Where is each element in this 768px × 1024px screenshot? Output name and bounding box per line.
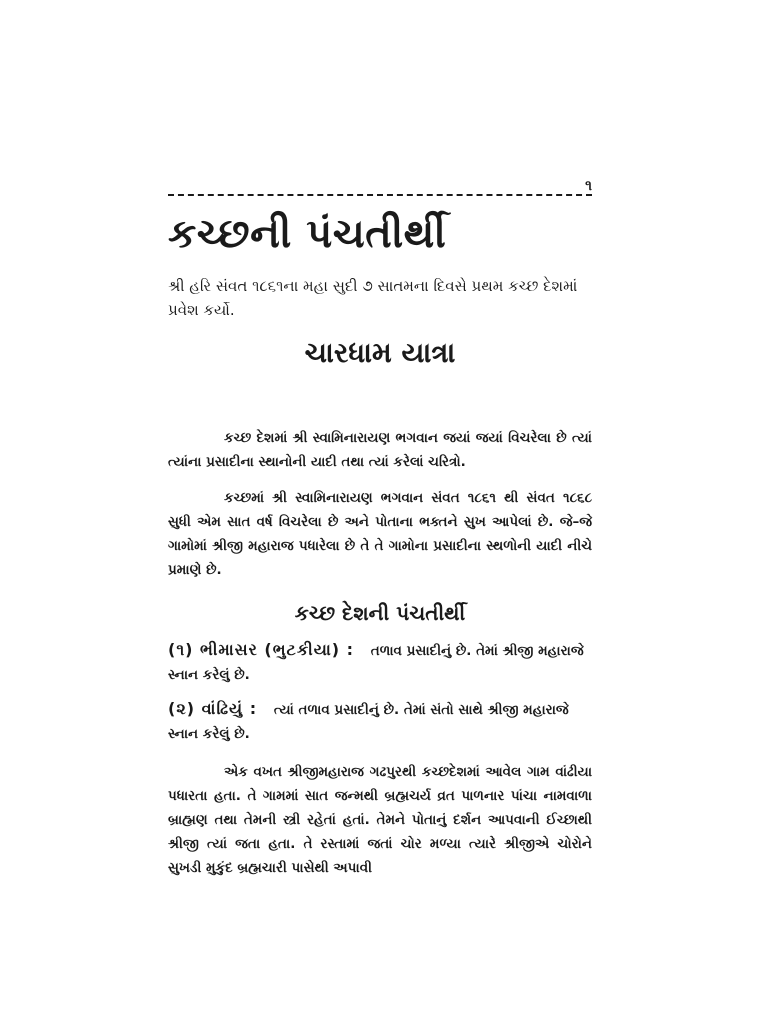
document-page	[168, 180, 592, 880]
paragraph-2: કચ્છમાં શ્રી સ્વામિનારાયણ ભગવાન સંવત ૧૮૬૧ થી સંવત ૧૮૬૮ સુધી એમ સાત વર્ષ વિચરેલા છે અને પોતાના ભક્તને સુખ આપેલાં છે. જે–જે ગામોમાં શ્રીજી મહારાજ પધારેલા છે તે તે ગામોના પ્રસાદીના સ્થળોની યાદી નીચે પ્રમાણે છે.	[168, 490, 592, 578]
item-text: તળાવ પ્રસાદીનું છે. તેમાં શ્રીજી મહારાજે સ્નાન કરેલું છે.	[168, 643, 584, 683]
header-rule	[168, 180, 592, 206]
section-title: કચ્છ દેશની પંચતીર્થી	[294, 601, 466, 625]
subtitle: ચારધામ યાત્રા	[304, 336, 456, 369]
item-text: ત્યાં તળાવ પ્રસાદીનું છે. તેમાં સંતો સાથે શ્રીજી મહારાજે સ્નાન કરેલું છે.	[168, 702, 569, 742]
page-title: કચ્છની પંચતીર્થી	[168, 211, 447, 257]
list-item-1	[168, 638, 592, 687]
page-number: ૧	[581, 178, 592, 194]
list-item-2	[168, 697, 592, 746]
story-paragraph: એક વખત શ્રીજીમહારાજ ગઢપુરથી કચ્છદેશમાં આવેલ ગામ વાંઢીયા પધારતા હતા. તે ગામમાં સાત જન્મથી બ્રહ્મચર્ય વ્રત પાળનાર પાંચા નામવાળા બ્રાહ્મણ તથા તેમની સ્ત્રી રહેતાં હતાં. તેમને પોતાનું દર્શન આપવાની ઈચ્છાથી શ્રીજી ત્યાં જતા હતા. તે રસ્તામાં જતાં ચોર મળ્યા ત્યારે શ્રીજીએ ચોરોને સુખડી મુકુંદ બ્રહ્મચારી પાસેથી અપાવી	[168, 764, 592, 876]
item-label: (૧) ભીમાસર (ભુટકીયા) :	[168, 640, 355, 659]
dashed-divider	[168, 194, 592, 196]
paragraph-1: કચ્છ દેશમાં શ્રી સ્વામિનારાયણ ભગવાન જયાં જયાં વિચરેલા છે ત્યાં ત્યાંના પ્રસાદીના સ્થાનોની યાદી તથા ત્યાં કરેલાં ચરિત્રો.	[168, 430, 592, 470]
item-label: (૨) વાંઢિયું :	[168, 699, 258, 718]
intro-text: શ્રી હરિ સંવત ૧૮૬૧ના મહા સુદી ૭ સાતમના દિવસે પ્રથમ કચ્છ દેશમાં પ્રવેશ કર્યો.	[168, 277, 578, 319]
